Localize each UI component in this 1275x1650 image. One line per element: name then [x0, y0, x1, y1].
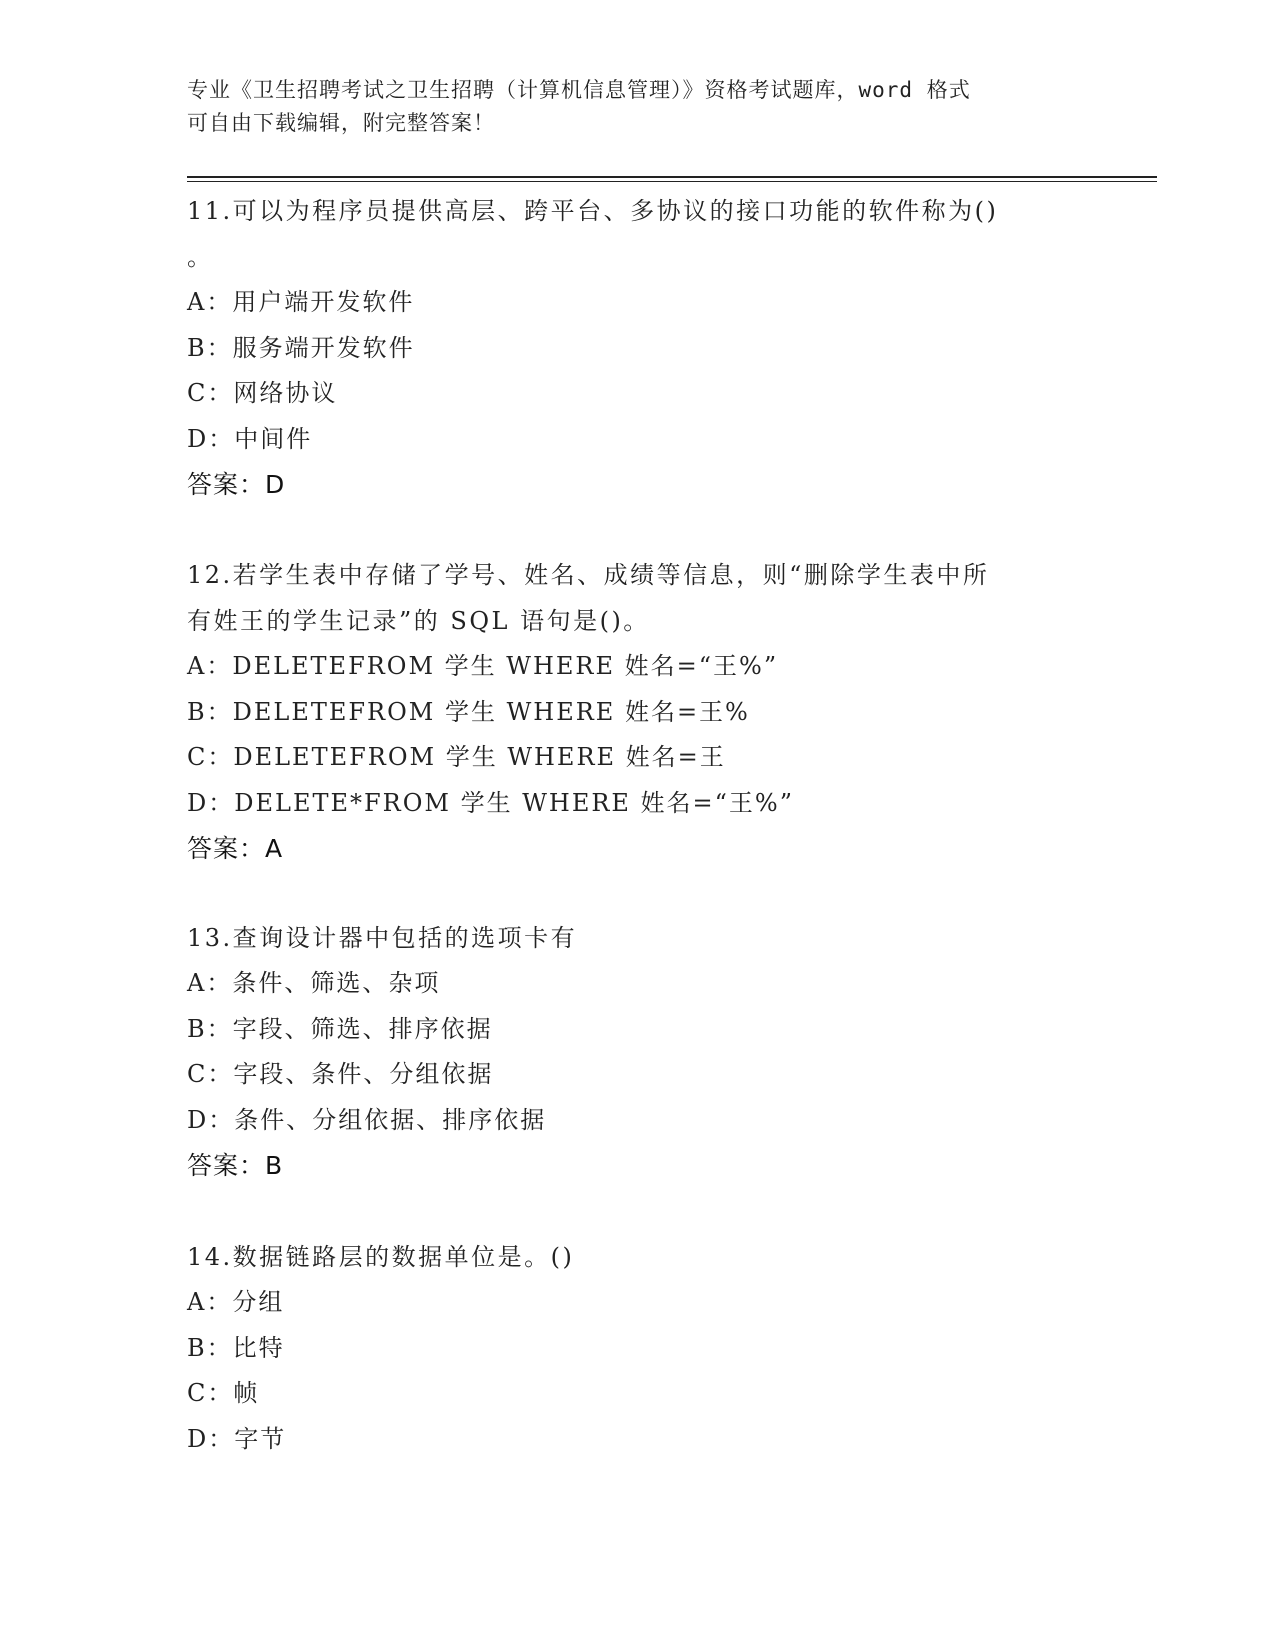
option-a: A：DELETEFROM 学生 WHERE 姓名=“王%” — [187, 652, 779, 680]
header-line-1: 专业《卫生招聘考试之卫生招聘（计算机信息管理）》资格考试题库，word 格式 — [187, 78, 971, 102]
question-title-line-2: 有姓王的学生记录”的 SQL 语句是()。 — [187, 607, 650, 635]
question-13 — [187, 915, 1087, 1189]
option-b: B：字段、筛选、排序依据 — [187, 1014, 493, 1043]
answer: 答案：A — [187, 834, 284, 863]
option-b: B：服务端开发软件 — [187, 333, 415, 362]
header-line-2: 可自由下载编辑，附完整答案！ — [187, 111, 495, 135]
answer: 答案：D — [187, 470, 286, 499]
question-14 — [187, 1234, 1087, 1462]
answer: 答案：B — [187, 1151, 284, 1180]
question-12 — [187, 552, 1087, 872]
question-11 — [187, 188, 1087, 508]
option-a: A：条件、筛选、杂项 — [187, 969, 441, 997]
option-c: C：DELETEFROM 学生 WHERE 姓名=王 — [187, 743, 726, 771]
option-b: B：DELETEFROM 学生 WHERE 姓名=王% — [187, 697, 750, 726]
question-title-line-1: 12.若学生表中存储了学号、姓名、成绩等信息，则“删除学生表中所 — [187, 561, 990, 589]
option-a: A：用户端开发软件 — [187, 288, 415, 316]
document-header — [187, 74, 1087, 140]
option-d: D：字节 — [187, 1424, 287, 1453]
header-divider-thin — [187, 181, 1157, 182]
option-a: A：分组 — [187, 1288, 285, 1316]
option-d: D：DELETE*FROM 学生 WHERE 姓名=“王%” — [187, 788, 795, 817]
question-title-line-1: 11.可以为程序员提供高层、跨平台、多协议的接口功能的软件称为() — [187, 197, 999, 225]
option-c: C：网络协议 — [187, 379, 338, 407]
question-title-line-1: 14.数据链路层的数据单位是。() — [187, 1243, 575, 1271]
option-d: D：条件、分组依据、排序依据 — [187, 1105, 547, 1134]
question-title-line-1: 13.查询设计器中包括的选项卡有 — [187, 924, 578, 952]
option-c: C：帧 — [187, 1379, 260, 1407]
header-divider-thick — [187, 176, 1157, 178]
option-d: D：中间件 — [187, 424, 313, 453]
option-c: C：字段、条件、分组依据 — [187, 1060, 494, 1088]
option-b: B：比特 — [187, 1333, 285, 1362]
question-title-line-2: 。 — [187, 243, 214, 271]
